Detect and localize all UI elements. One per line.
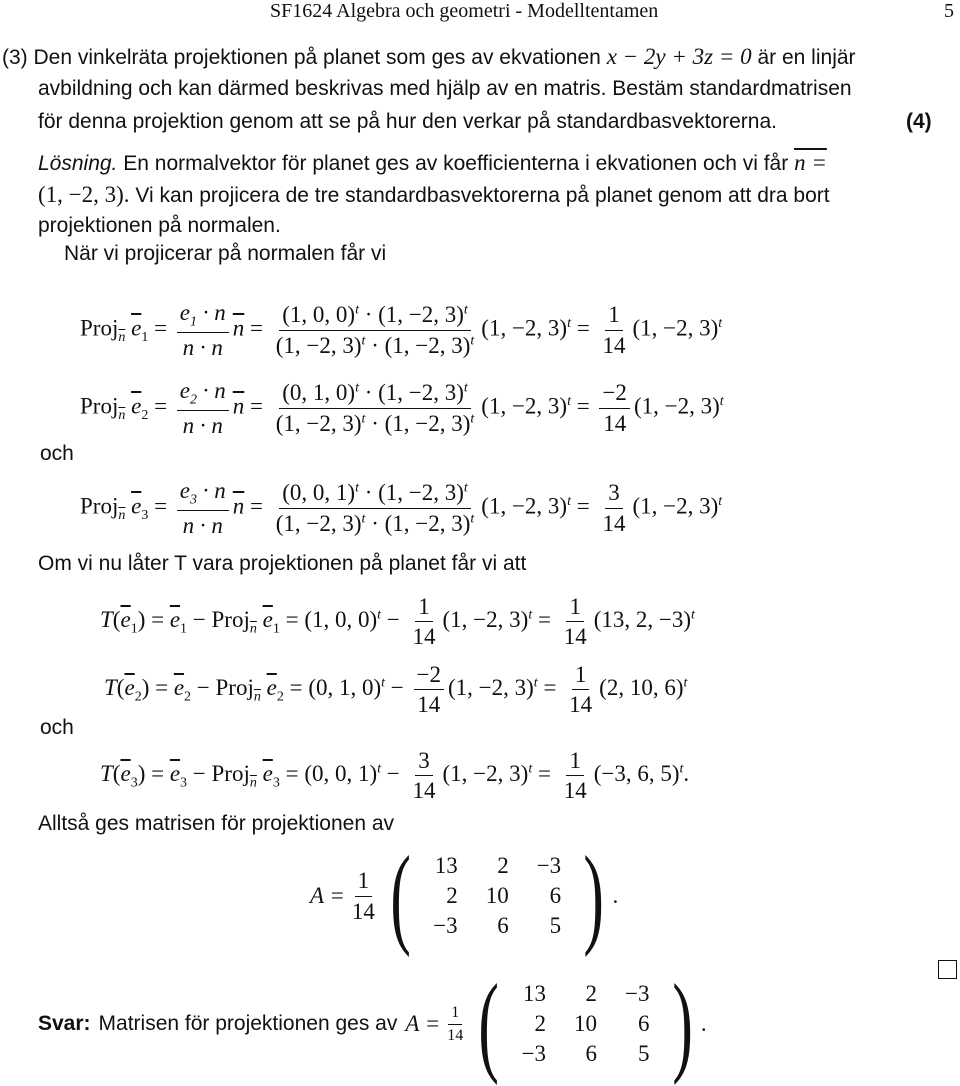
problem-text-end: är en linjär xyxy=(757,46,856,69)
answer-line: Svar: Matrisen för projektionen ges av A = $\frac{1}{14}$ ( 13 2 −3 2 10 6 −3 6 5 ) . xyxy=(38,962,707,1086)
fraction: $\frac{1}{14}$ xyxy=(351,868,375,924)
proj-sub: n xyxy=(118,408,126,424)
answer-label: Svar: xyxy=(38,1012,91,1035)
problem-line-3: för denna projektion genom att se på hur den verkar på standardbasvektorerna. xyxy=(38,110,777,133)
problem-line-1 xyxy=(2,44,856,70)
normal-vector: (1, −2, 3) xyxy=(481,393,568,419)
conclusion-text: Alltså ges matrisen för projektionen av xyxy=(38,812,395,835)
fraction: $\frac{1}{14}$ xyxy=(602,302,626,358)
normal-vector-value: (1, −2, 3). xyxy=(38,182,130,207)
basis-vector: (1, 0, 0) xyxy=(282,302,356,328)
solution-line-2 xyxy=(38,182,830,208)
basis-vector: (0, 1, 0) xyxy=(282,380,356,406)
proj-equation-2: Proj$_{\overline{n}}$ $\overline{e}_2$ = $\frac{e_2 \cdot n}{n \cdot n}$ $\overline{n}$ = $\frac{(0, 1, 0)^t \cdot (1, -2, 3)^t}{(1, -2, 3)^t \cdot (1, -2, 3)^t}$ (1, −2, 3)$^t$ = $\frac{-2}{14}$ (1, −2, 3)$^t$ xyxy=(80,378,724,438)
proj-label: Proj xyxy=(80,315,119,341)
proj-equation-1: Proj$_{\overline{n}}$ $\overline{e}_1$ = $\frac{e_1 \cdot n}{n \cdot n}$ $\overline{n}$ = $\frac{(1, 0, 0)^t \cdot (1, -2, 3)^t}{(1, -2, 3)^t \cdot (1, -2, 3)^t}$ (1, −2, 3)$^t$ = $\frac{1}{14}$ (1, −2, 3)$^t$ xyxy=(80,300,723,360)
solution-line-1 xyxy=(38,150,827,176)
answer-text: Matrisen för projektionen ges av xyxy=(98,1012,398,1035)
problem-text: (3) Den vinkelräta projektionen på planet som ges av ekvationen xyxy=(2,46,601,69)
qed-box xyxy=(938,960,957,979)
fraction: $\frac{e_3 \cdot n}{n \cdot n}$ xyxy=(177,478,229,538)
t-result: (13, 2, −3) xyxy=(593,607,691,633)
transpose: t xyxy=(567,493,571,509)
t-equation-1: $T(\overline{e}_1) = \overline{e}_1$ − Proj$_{\overline{n}}$ $\overline{e}_1 = (1$, 0, 0)$^t$ − $\frac{1}{14}$ (1, −2, 3)$^t$ = $\frac{1}{14}$ (13, 2, −3)$^t$ xyxy=(100,594,695,650)
fraction: $\frac{(0, 1, 0)^t \cdot (1, -2, 3)^t}{(1, -2, 3)^t \cdot (1, -2, 3)^t}$ xyxy=(275,380,475,436)
matrix-label: A = xyxy=(310,883,345,908)
solution-text: Vi kan projicera de tre standardbasvektorerna på planet genom att dra bort xyxy=(135,184,830,207)
solution-label: Lösning. xyxy=(38,152,118,175)
basis-index: 1 xyxy=(141,330,149,346)
page-header-title: SF1624 Algebra och geometri - Modelltentamen xyxy=(270,0,659,22)
matrix-table: 13 2 −3 2 10 6 −3 6 5 xyxy=(521,981,650,1066)
normal-vector: (1, −2, 3) xyxy=(632,315,719,341)
fraction: $\frac{e_2 \cdot n}{n \cdot n}$ xyxy=(177,378,229,438)
t-equation-3: $T(\overline{e}_3) = \overline{e}_3$ − Proj$_{\overline{n}}$ $\overline{e}_3 = (0$, 0, 1)$^t$ − $\frac{3}{14}$ (1, −2, 3)$^t$ = $\frac{1}{14}$ (−3, 6, 5)$^t$. xyxy=(100,748,690,804)
normal-vector-symbol: n = xyxy=(794,150,827,175)
transpose: t xyxy=(718,493,723,509)
transpose: t xyxy=(718,315,723,331)
proj-equation-3: Proj$_{\overline{n}}$ $\overline{e}_3$ = $\frac{e_3 \cdot n}{n \cdot n}$ $\overline{n}$ = $\frac{(0, 0, 1)^t \cdot (1, -2, 3)^t}{(1, -2, 3)^t \cdot (1, -2, 3)^t}$ (1, −2, 3)$^t$ = $\frac{3}{14}$ (1, −2, 3)$^t$ xyxy=(80,478,723,538)
proj-sub: n xyxy=(118,330,126,346)
fraction: $\frac{1}{14}$ xyxy=(569,662,593,718)
normal-vector: (1, −2, 3) xyxy=(481,493,568,519)
equals: = xyxy=(154,393,168,419)
basis-vector: (0, 0, 1) xyxy=(282,480,356,506)
fraction: $\frac{-2}{14}$ xyxy=(414,662,444,718)
proj-label: Proj xyxy=(80,493,119,519)
equals: = xyxy=(576,393,590,419)
problem-line-2: avbildning och kan därmed beskrivas med hjälp av en matris. Bestäm standardmatrisen xyxy=(38,77,852,100)
normal-vector: (1, −2, 3) xyxy=(633,393,720,419)
solution-text: En normalvektor för planet ges av koefficienterna i ekvationen och vi får xyxy=(123,152,789,175)
t-result: (2, 10, 6) xyxy=(599,675,684,701)
basis-vector: (0, 1, 0) xyxy=(308,675,382,701)
fraction: $\frac{1}{14}$ xyxy=(412,594,436,650)
transpose: t xyxy=(719,393,724,409)
t-equation-2: $T(\overline{e}_2) = \overline{e}_2$ − Proj$_{\overline{n}}$ $\overline{e}_2 = (0$, 1, 0)$^t$ − $\frac{-2}{14}$ (1, −2, 3)$^t$ = $\frac{1}{14}$ (2, 10, 6)$^t$ xyxy=(104,662,688,718)
basis-index: 3 xyxy=(141,508,149,524)
matrix: ( 13 2 −3 2 10 6 −3 6 5 ) xyxy=(390,834,605,958)
och-label-1: och xyxy=(40,442,74,465)
fraction: $\frac{1}{14}$ xyxy=(563,748,587,804)
matrix-equation: A = $\frac{1}{14}$ ( 13 2 −3 2 10 6 −3 6 5 ) . xyxy=(310,834,619,958)
equals: = xyxy=(576,315,590,341)
fraction: $\frac{1}{14}$ xyxy=(563,594,587,650)
solution-line-4: När vi projicerar på normalen får vi xyxy=(64,242,387,265)
answer-matrix-label: A = xyxy=(405,1011,441,1036)
equals: = xyxy=(154,315,168,341)
basis-vector: (1, 0, 0) xyxy=(304,607,378,633)
proj-sub: n xyxy=(118,508,126,524)
mid-text: Om vi nu låter T vara projektionen på planet får vi att xyxy=(38,552,527,575)
fraction: $\frac{-2}{14}$ xyxy=(599,380,629,436)
equals: = xyxy=(576,493,590,519)
basis-vector: (0, 0, 1) xyxy=(304,761,378,787)
fraction: $\frac{1}{14}$ xyxy=(447,1003,464,1044)
equals: = xyxy=(250,493,263,519)
equals: = xyxy=(250,315,263,341)
solution-line-3: projektionen på normalen. xyxy=(38,214,281,237)
fraction: $\frac{3}{14}$ xyxy=(412,748,436,804)
basis-symbol: $\overline{e}$ xyxy=(131,393,142,419)
fraction: $\frac{(1, 0, 0)^t \cdot (1, -2, 3)^t}{(1, -2, 3)^t \cdot (1, -2, 3)^t}$ xyxy=(275,302,475,358)
basis-symbol: $\overline{e}$ xyxy=(131,315,142,341)
answer-matrix: ( 13 2 −3 2 10 6 −3 6 5 ) xyxy=(478,962,693,1086)
basis-index: 2 xyxy=(141,408,149,424)
basis-symbol: $\overline{e}$ xyxy=(131,493,142,519)
equals: = xyxy=(250,393,263,419)
normal-vector: (1, −2, 3) xyxy=(632,493,719,519)
matrix-table: 13 2 −3 2 10 6 −3 6 5 xyxy=(433,853,562,938)
fraction: $\frac{3}{14}$ xyxy=(602,480,626,536)
page-number: 5 xyxy=(944,0,954,22)
normal-vector: (1, −2, 3) xyxy=(481,315,568,341)
problem-points: (4) xyxy=(906,110,932,133)
och-label-2: och xyxy=(40,716,74,739)
fraction: $\frac{(0, 0, 1)^t \cdot (1, -2, 3)^t}{(1, -2, 3)^t \cdot (1, -2, 3)^t}$ xyxy=(275,480,475,536)
plane-equation: x − 2y + 3z = 0 xyxy=(606,44,752,69)
proj-label: Proj xyxy=(80,393,119,419)
t-result: (−3, 6, 5) xyxy=(593,761,680,787)
fraction: $\frac{e_1 \cdot n}{n \cdot n}$ xyxy=(177,300,229,360)
transpose: t xyxy=(567,315,571,331)
equals: = xyxy=(154,493,168,519)
transpose: t xyxy=(567,393,571,409)
